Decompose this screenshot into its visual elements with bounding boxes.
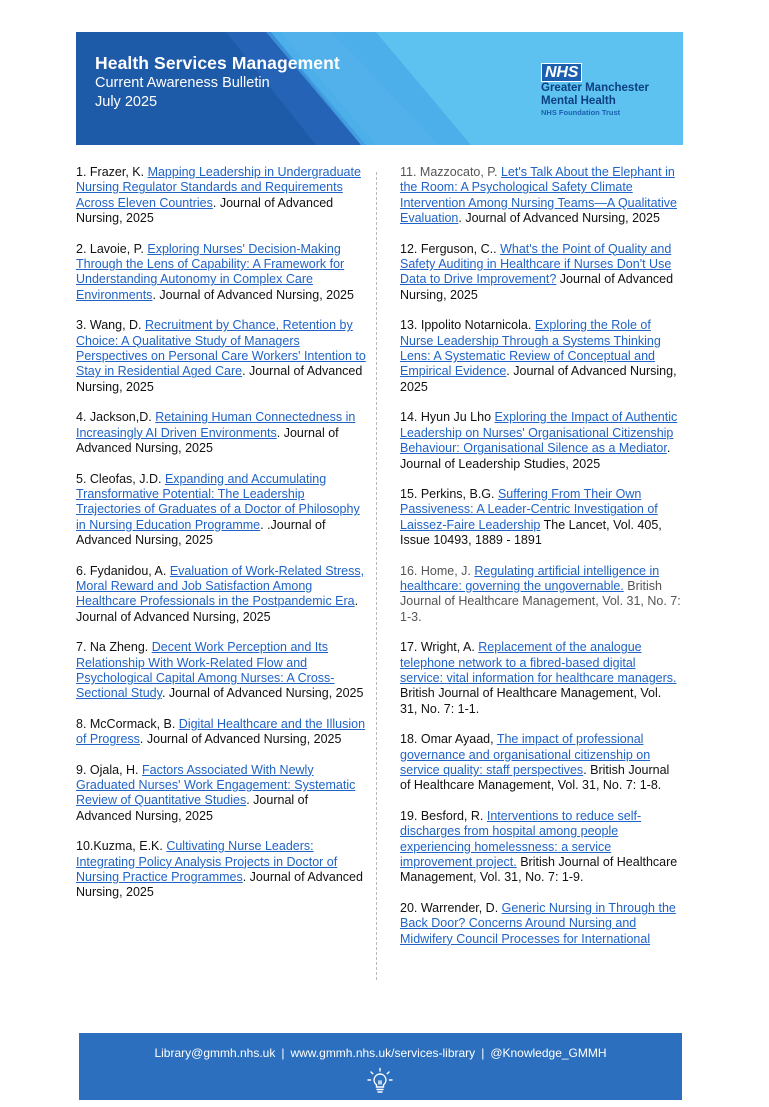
footer-twitter-link[interactable]: @Knowledge_GMMH: [490, 1046, 607, 1060]
citation-link[interactable]: Expanding and Accumulating Transformative Potential: The Leadership Trajectories of Graduates of a Doctor of Philosophy in Nursing Education Programme: [76, 471, 360, 532]
footer-separator: |: [481, 1046, 485, 1060]
footer-contacts: [79, 1045, 682, 1061]
org-name-line2: Mental Health: [541, 95, 616, 107]
citation-link[interactable]: Exploring the Role of Nurse Leadership Through a Systems Thinking Lens: A Systematic Review of Conceptual and Empirical Evidence: [400, 318, 661, 379]
citation-link[interactable]: Cultivating Nurse Leaders: Integrating Policy Analysis Projects in Doctor of Nursing Practice Programmes: [76, 839, 338, 885]
citation-link[interactable]: Let's Talk About the Elephant in the Room: A Psychological Safety Climate Intervention Among Nursing Teams—A Qualitative Evaluation: [400, 165, 677, 226]
citation-author: 17. Wright, A.: [400, 640, 479, 655]
citation-link[interactable]: Factors Associated With Newly Graduated Nurses' Work Engagement: Systematic Review of Quantitative Studies: [76, 762, 356, 808]
citation-author: 2. Lavoie, P.: [76, 241, 148, 256]
citation-entry: [400, 901, 682, 947]
citation-source: . Journal of Advanced Nursing, 2025: [400, 364, 677, 394]
citation-author: 13. Ippolito Notarnicola.: [400, 318, 535, 333]
citation-entry: [400, 165, 682, 227]
bulletin-subtitle: Current Awareness Bulletin: [95, 75, 270, 91]
citation-link[interactable]: Evaluation of Work-Related Stress, Moral Reward and Job Satisfaction Among Healthcare Professionals in the Postpandemic Era: [76, 563, 365, 609]
footer-bar: [79, 1033, 682, 1100]
citation-entry: [400, 809, 682, 886]
citation-author: 15. Perkins, B.G.: [400, 486, 498, 501]
citation-link[interactable]: Regulating artificial intelligence in healthcare: governing the ungovernable.: [400, 563, 660, 593]
citation-entry: [400, 242, 682, 304]
citation-link[interactable]: Suffering From Their Own Passiveness: A Leader-Centric Investigation of Laissez-Faire Leadership: [400, 486, 658, 532]
citation-link[interactable]: The impact of professional governance and organisational citizenship on service quality: staff perspectives: [400, 732, 651, 777]
citation-entry: [76, 410, 366, 456]
citation-entry: [76, 763, 366, 825]
citation-link[interactable]: Interventions to reduce self-discharges from hospital among people experiencing homelessness: a service improvement project.: [400, 808, 642, 870]
citation-entry: [76, 472, 366, 549]
citation-author: 8. McCormack, B.: [76, 716, 179, 731]
nhs-logo: NHS: [541, 63, 582, 82]
citation-entry: [400, 564, 682, 626]
citation-source: The Lancet, Vol. 405, Issue 10493, 1889 - 1891: [400, 517, 662, 548]
citation-author: 19. Besford, R.: [400, 808, 487, 823]
citation-link[interactable]: Replacement of the analogue telephone network to a fibred-based digital service: vital information for healthcare managers.: [400, 640, 677, 685]
citation-author: 1. Frazer, K.: [76, 165, 148, 179]
citation-source: . Journal of Advanced Nursing, 2025: [161, 686, 364, 701]
citation-entry: [400, 410, 682, 472]
org-name-line3: NHS Foundation Trust: [541, 108, 621, 117]
citation-author: 3. Wang, D.: [76, 318, 146, 333]
citation-author: 5. Cleofas, J.D.: [76, 471, 165, 486]
citation-author: 11. Mazzocato, P.: [400, 165, 501, 179]
citation-entry: [76, 165, 366, 227]
citation-link[interactable]: Recruitment by Chance, Retention by Choice: A Qualitative Study of Managers Perspectives on Personal Care Workers' Intention to Stay in Residential Aged Care: [76, 318, 366, 379]
citation-author: 6. Fydanidou, A.: [76, 563, 170, 578]
citation-source: Journal of Advanced Nursing, 2025: [400, 272, 674, 302]
trust-logo: [541, 63, 671, 118]
citation-entry: [400, 487, 682, 549]
column-divider: [376, 172, 377, 980]
citation-source: . .Journal of Advanced Nursing, 2025: [76, 517, 326, 548]
left-column: [76, 165, 366, 916]
citation-author: 20. Warrender, D.: [400, 900, 502, 915]
citation-source: . Journal of Advanced Nursing, 2025: [152, 287, 354, 302]
citation-entry: [76, 318, 366, 395]
citation-entry: [76, 640, 366, 702]
org-name-line1: Greater Manchester: [541, 82, 650, 94]
citation-author: 14. Hyun Ju Lho: [400, 410, 495, 425]
citation-entry: [76, 839, 366, 901]
citation-author: 18. Omar Ayaad,: [400, 732, 497, 747]
citation-source: . Journal of Advanced Nursing, 2025: [76, 195, 334, 226]
right-column: [400, 165, 682, 962]
citation-link[interactable]: Generic Nursing in Through the Back Door? Concerns Around Nursing and Midwifery Council Processes for International: [400, 900, 676, 946]
citation-source: British Journal of Healthcare Management, Vol. 31, No. 7: 1-9.: [400, 855, 678, 885]
citation-source: . Journal of Leadership Studies, 2025: [400, 441, 671, 471]
citation-link[interactable]: Decent Work Perception and Its Relationship With Work-Related Flow and Psychological Capital Among Nurses: A Cross-Sectional Study: [76, 640, 335, 701]
citation-link[interactable]: Exploring Nurses' Decision-Making Through the Lens of Capability: A Framework for Understanding Autonomy in Complex Care Environments: [76, 241, 345, 302]
footer-website-link[interactable]: www.gmmh.nhs.uk/services-library: [290, 1046, 476, 1060]
citation-link[interactable]: What's the Point of Quality and Safety Auditing in Healthcare if Nurses Don't Use Data to Drive Improvement?: [400, 241, 672, 287]
lightbulb-icon: [366, 1067, 394, 1095]
citation-link[interactable]: Digital Healthcare and the Illusion of Progress: [76, 716, 366, 747]
citation-entry: [400, 732, 682, 794]
bulletin-title: Health Services Management: [95, 53, 340, 73]
footer-email-link[interactable]: Library@gmmh.nhs.uk: [154, 1046, 276, 1060]
citation-source: . Journal of Advanced Nursing, 2025: [76, 793, 309, 823]
citation-author: 7. Na Zheng.: [76, 640, 152, 655]
citation-source: . British Journal of Healthcare Management, Vol. 31, No. 7: 1-8.: [400, 763, 670, 793]
citation-source: British Journal of Healthcare Management, Vol. 31, No. 7: 1-1.: [400, 686, 662, 716]
citation-entry: [76, 564, 366, 626]
citation-author: 10.Kuzma, E.K.: [76, 839, 167, 854]
citation-author: 4. Jackson,D.: [76, 410, 156, 425]
citation-author: 9. Ojala, H.: [76, 762, 142, 777]
citation-link[interactable]: Exploring the Impact of Authentic Leadership on Nurses' Organisational Citizenship Behaviour: Organisational Silence as a Mediator: [400, 410, 678, 456]
citation-link[interactable]: Mapping Leadership in Undergraduate Nursing Regulator Standards and Requirements Across Eleven Countries: [76, 165, 361, 210]
citation-author: 12. Ferguson, C..: [400, 241, 501, 256]
citation-author: 16. Home, J.: [400, 563, 475, 578]
bulletin-date: July 2025: [95, 94, 158, 110]
citation-source: . Journal of Advanced Nursing, 2025: [76, 594, 359, 624]
citation-source: . Journal of Advanced Nursing, 2025: [76, 870, 363, 900]
footer-separator: |: [281, 1046, 285, 1060]
header-banner: [76, 32, 683, 145]
citation-entry: [76, 242, 366, 304]
citation-link[interactable]: Retaining Human Connectedness in Increasingly AI Driven Environments: [76, 410, 356, 440]
citation-source: . Journal of Advanced Nursing, 2025: [458, 211, 660, 226]
citation-entry: [400, 318, 682, 395]
citation-source: British Journal of Healthcare Management, Vol. 31, No. 7: 1-3.: [400, 578, 681, 624]
citation-source: . Journal of Advanced Nursing, 2025: [76, 364, 363, 394]
citation-source: . Journal of Advanced Nursing, 2025: [139, 732, 342, 747]
citation-entry: [400, 640, 682, 717]
citation-entry: [76, 717, 366, 748]
citation-source: . Journal of Advanced Nursing, 2025: [76, 425, 339, 456]
